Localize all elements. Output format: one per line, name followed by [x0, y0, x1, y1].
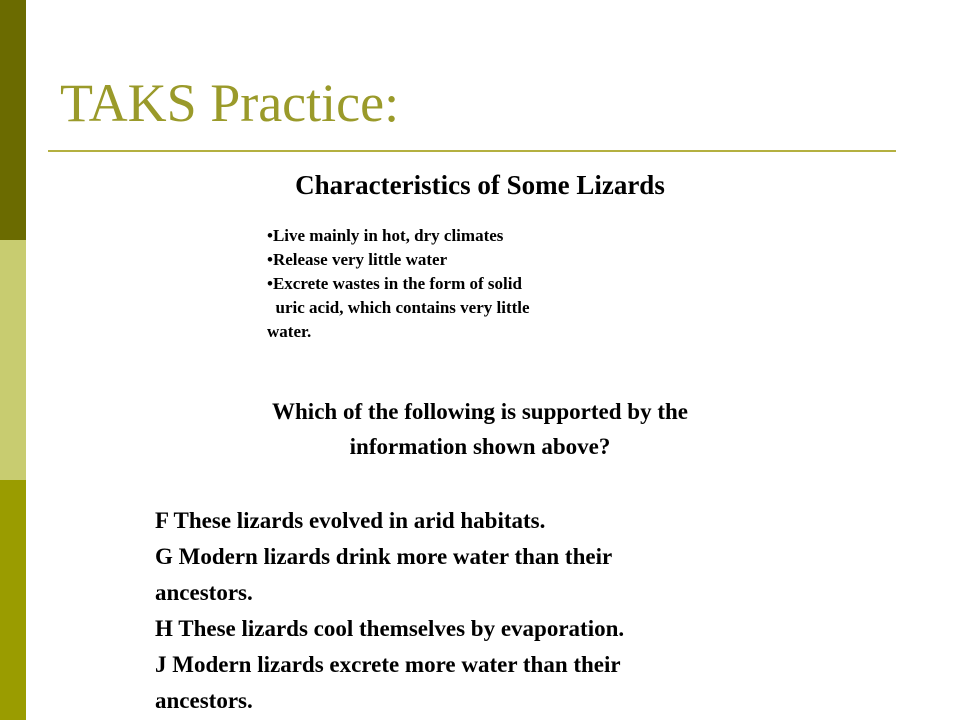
list-item: water.	[267, 322, 312, 341]
sidebar-segment-bottom	[0, 480, 26, 720]
list-item: •Live mainly in hot, dry climates	[267, 226, 504, 245]
list-item: •Release very little water	[267, 250, 448, 269]
answer-line: H These lizards cool themselves by evaporation.	[155, 616, 625, 641]
answer-line: J Modern lizards excrete more water than their	[155, 652, 621, 677]
sidebar-stripe	[0, 0, 26, 720]
characteristics-list	[267, 224, 687, 344]
title-divider	[48, 150, 896, 152]
question-text	[0, 394, 960, 464]
question-line: information shown above?	[349, 434, 611, 459]
answer-line: F These lizards evolved in arid habitats.	[155, 508, 546, 533]
answer-choices	[155, 503, 835, 719]
question-line: Which of the following is supported by the	[272, 399, 688, 424]
list-item: uric acid, which contains very little	[267, 298, 530, 317]
answer-line: ancestors.	[155, 688, 253, 713]
answer-line: ancestors.	[155, 580, 253, 605]
slide-subtitle: Characteristics of Some Lizards	[295, 170, 665, 200]
sidebar-segment-top	[0, 0, 26, 240]
list-item: •Excrete wastes in the form of solid	[267, 274, 522, 293]
slide-title: TAKS Practice:	[60, 73, 400, 133]
answer-line: G Modern lizards drink more water than their	[155, 544, 613, 569]
